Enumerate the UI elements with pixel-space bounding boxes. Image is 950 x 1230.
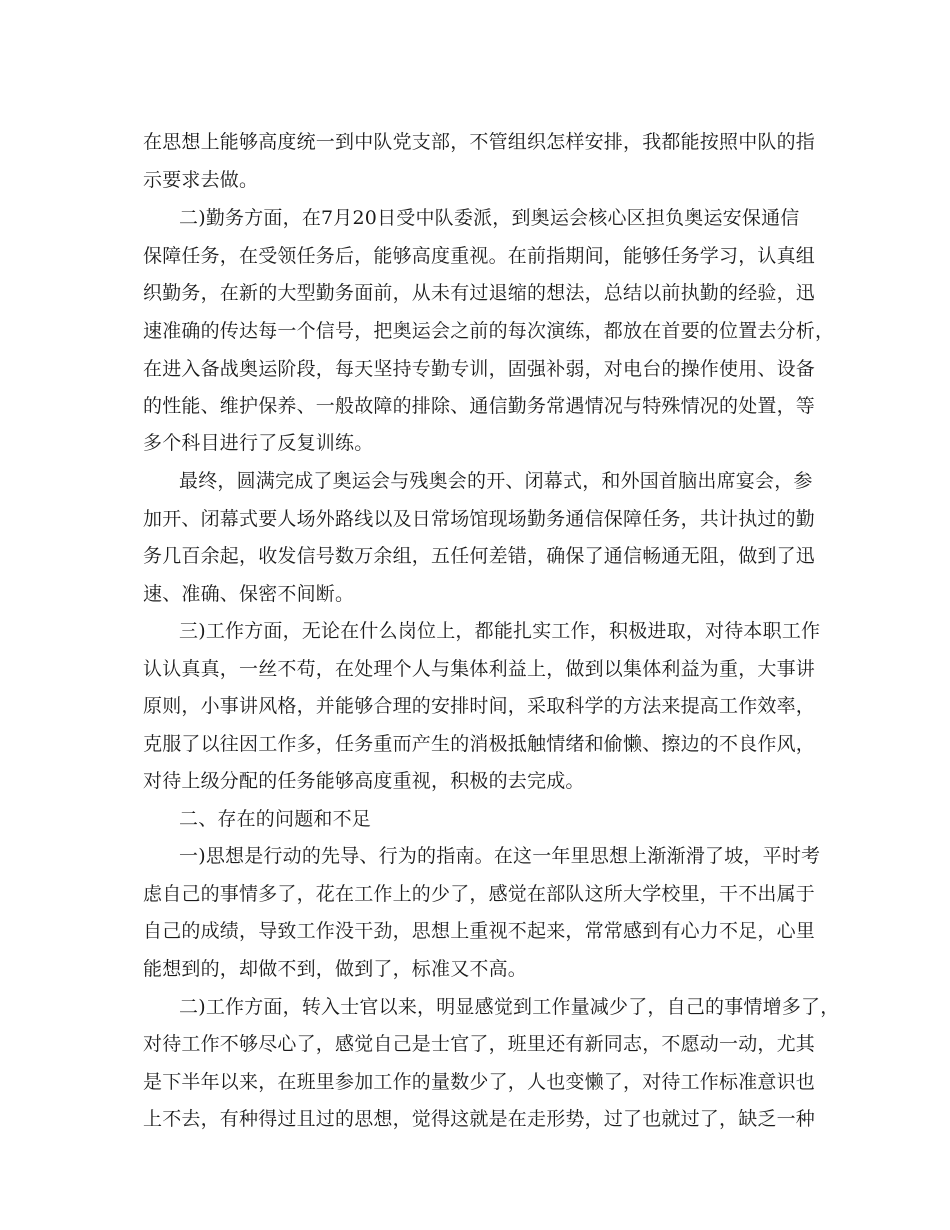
text-line: 加开、闭幕式要人场外路线以及日常场馆现场勤务通信保障任务，共计执过的勤 (143, 508, 816, 530)
text-line: 多个科目进行了反复训练。 (143, 432, 374, 454)
text-line: 虑自己的事情多了，花在工作上的少了，感觉在部队这所大学校里，干不出属于 (143, 883, 816, 905)
text-line: 在思想上能够高度统一到中队党支部，不管组织怎样安排，我都能按照中队的指 (143, 131, 816, 153)
text-line: 速、准确、保密不间断。 (143, 583, 355, 605)
text-line: 上不去，有种得过且过的思想，觉得这就是在走形势，过了也就过了，缺乏一种 (143, 1108, 816, 1130)
paragraph-start-line: 最终，圆满完成了奥运会与残奥会的开、闭幕式，和外国首脑出席宴会，参 (179, 470, 813, 492)
text-line: 自己的成绩，导致工作没干劲，思想上重视不起来，常常感到有心力不足，心里 (143, 920, 816, 942)
paragraph-start-line: 二)勤务方面，在7月20日受中队委派，到奥运会核心区担负奥运安保通信 (179, 207, 800, 229)
text-line: 认认真真，一丝不苟，在处理个人与集体利益上，做到以集体利益为重，大事讲 (143, 658, 816, 680)
text-line: 是下半年以来，在班里参加工作的量数少了，人也变懒了，对待工作标准意识也 (143, 1071, 816, 1093)
text-line: 对待上级分配的任务能够高度重视，积极的去完成。 (143, 770, 585, 792)
text-line: 保障任务，在受领任务后，能够高度重视。在前指期间，能够任务学习，认真组 (143, 245, 816, 267)
text-line: 能想到的，却做不到，做到了，标准又不高。 (143, 958, 528, 980)
text-line: 示要求去做。 (143, 169, 259, 191)
text-line: 对待工作不够尽心了，感觉自己是士官了，班里还有新同志，不愿动一动，尤其 (143, 1033, 816, 1055)
text-line: 原则，小事讲风格，并能够合理的安排时间，采取科学的方法来提高工作效率， (143, 695, 816, 717)
text-line: 的性能、维护保养、一般故障的排除、通信勤务常遇情况与特殊情况的处置，等 (143, 395, 816, 417)
text-line: 务几百余起，收发信号数万余组，五任何差错，确保了通信畅通无阻，做到了迅 (143, 545, 816, 567)
paragraph-start-line: 一)思想是行动的先导、行为的指南。在这一年里思想上渐渐滑了坡，平时考 (179, 845, 821, 867)
text-line: 速准确的传达每一个信号，把奥运会之前的每次演练，都放在首要的位置去分析， (143, 320, 835, 342)
text-line: 克服了以往因工作多，任务重而产生的消极抵触情绪和偷懒、擦边的不良作风， (143, 733, 816, 755)
paragraph-start-line: 三)工作方面，无论在什么岗位上，都能扎实工作，积极进取，对待本职工作 (179, 620, 821, 642)
section-heading: 二、存在的问题和不足 (179, 808, 372, 830)
text-line: 织勤务，在新的大型勤务面前，从未有过退缩的想法，总结以前执勤的经验，迅 (143, 282, 816, 304)
paragraph-start-line: 二)工作方面，转入士官以来，明显感觉到工作量减少了，自己的事情增多了， (179, 996, 840, 1018)
text-line: 在进入备战奥运阶段，每天坚持专勤专训，固强补弱，对电台的操作使用、设备 (143, 358, 816, 380)
